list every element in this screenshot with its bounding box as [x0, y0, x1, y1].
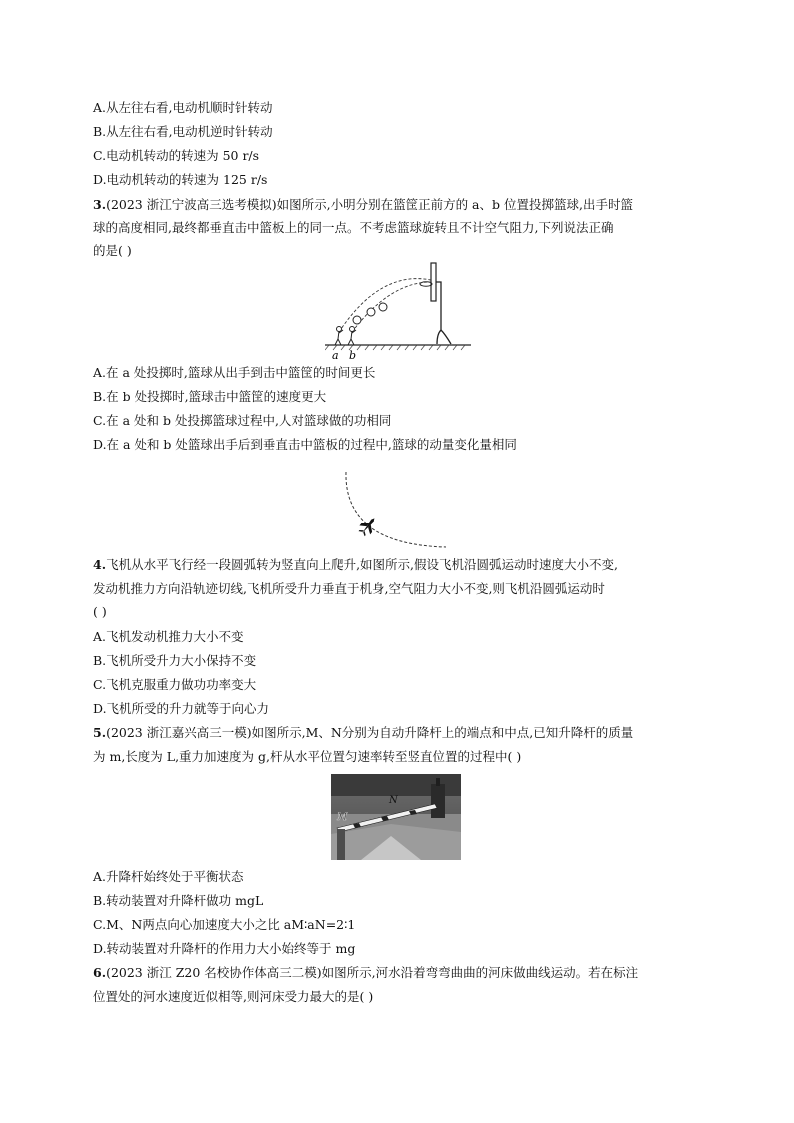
- ball-1: [353, 316, 361, 324]
- backboard: [431, 263, 436, 301]
- q4-number: 4.: [93, 557, 107, 572]
- player-a: [335, 327, 343, 346]
- q5-number: 5.: [93, 725, 107, 740]
- q4-option-a: A.飞机发动机推力大小不变: [93, 629, 244, 644]
- q6-stem-text: (2023 浙江 Z20 名校协作体高三二模)如图所示,河水沿着弯弯曲曲的河床做曲线运动。若在标注: [106, 965, 639, 980]
- ball-2: [367, 308, 375, 316]
- q3-number: 3.: [93, 197, 107, 212]
- q3-option-d: D.在 a 处和 b 处篮球出手后到垂直击中篮板的过程中,篮球的动量变化量相同: [93, 437, 517, 452]
- label-b: b: [349, 349, 357, 362]
- q5-stem-text: (2023 浙江嘉兴高三一模)如图所示,M、N分别为自动升降杆上的端点和中点,已知升降杆的质量: [106, 725, 634, 740]
- q6-stem-line2: 位置处的河水速度近似相等,则河床受力最大的是( ): [93, 989, 374, 1004]
- q4-option-d: D.飞机所受的升力就等于向心力: [93, 701, 270, 716]
- hoop-pole: [436, 282, 441, 344]
- q4-stem-line2: 发动机推力方向沿轨迹切线,飞机所受升力垂直于机身,空气阻力大小不变,则飞机沿圆弧运动时: [93, 581, 605, 596]
- arc-trajectory: [346, 472, 446, 547]
- label-n: N: [389, 795, 398, 806]
- label-a: a: [332, 349, 339, 362]
- q3-stem-line1: [93, 196, 633, 214]
- player-b: [348, 327, 356, 346]
- q5-option-b: B.转动装置对升降杆做功 mgL: [93, 893, 264, 908]
- q2-option-b: B.从左往右看,电动机逆时针转动: [93, 124, 273, 139]
- airplane-arc-figure: [338, 470, 453, 552]
- q3-stem-line2: 球的高度相同,最终都垂直击中篮板上的同一点。不考虑篮球旋转且不计空气阻力,下列说法正确: [93, 220, 614, 235]
- q6-number: 6.: [93, 965, 107, 980]
- q3-option-b: B.在 b 处投掷时,篮球击中篮筐的速度更大: [93, 389, 327, 404]
- ground-hatch: [325, 345, 465, 350]
- q3-stem-text: (2023 浙江宁波高三选考模拟)如图所示,小明分别在篮筐正前方的 a、b 位置投掷篮球,出手时篮: [106, 197, 633, 212]
- q5-option-d: D.转动装置对升降杆的作用力大小始终等于 mg: [93, 941, 356, 956]
- q2-option-a: A.从左往右看,电动机顺时针转动: [93, 100, 273, 115]
- q3-option-c: C.在 a 处和 b 处投掷篮球过程中,人对篮球做的功相同: [93, 413, 392, 428]
- q4-stem-line1: [93, 556, 618, 574]
- q2-option-d: D.电动机转动的转速为 125 r/s: [93, 172, 268, 187]
- q3-stem-line3: 的是( ): [93, 243, 132, 258]
- q6-stem-line1: [93, 964, 638, 982]
- q4-stem-line3: ( ): [93, 604, 107, 619]
- barrier-gate-photo: [331, 774, 461, 860]
- airplane-icon: [356, 514, 380, 538]
- q4-stem-text: 飞机从水平飞行经一段圆弧转为竖直向上爬升,如图所示,假设飞机沿圆弧运动时速度大小不变,: [106, 557, 618, 572]
- q3-option-a: A.在 a 处投掷时,篮球从出手到击中篮筐的时间更长: [93, 365, 376, 380]
- basketball-figure: [325, 260, 475, 362]
- q4-option-c: C.飞机克服重力做功功率变大: [93, 677, 257, 692]
- trajectory-b: [352, 282, 431, 332]
- q2-option-c: C.电动机转动的转速为 50 r/s: [93, 148, 260, 163]
- barrier-post: [337, 829, 345, 860]
- hoop-base: [441, 330, 451, 344]
- q5-stem-line1: [93, 724, 633, 742]
- gate-box: [431, 784, 445, 818]
- q5-option-c: C.M、N两点向心加速度大小之比 aM∶aN=2∶1: [93, 917, 356, 932]
- label-m: M: [337, 812, 348, 823]
- q4-option-b: B.飞机所受升力大小保持不变: [93, 653, 257, 668]
- q5-stem-line2: 为 m,长度为 L,重力加速度为 g,杆从水平位置匀速率转至竖直位置的过程中( ): [93, 749, 522, 764]
- ball-3: [379, 303, 387, 311]
- q5-option-a: A.升降杆始终处于平衡状态: [93, 869, 244, 884]
